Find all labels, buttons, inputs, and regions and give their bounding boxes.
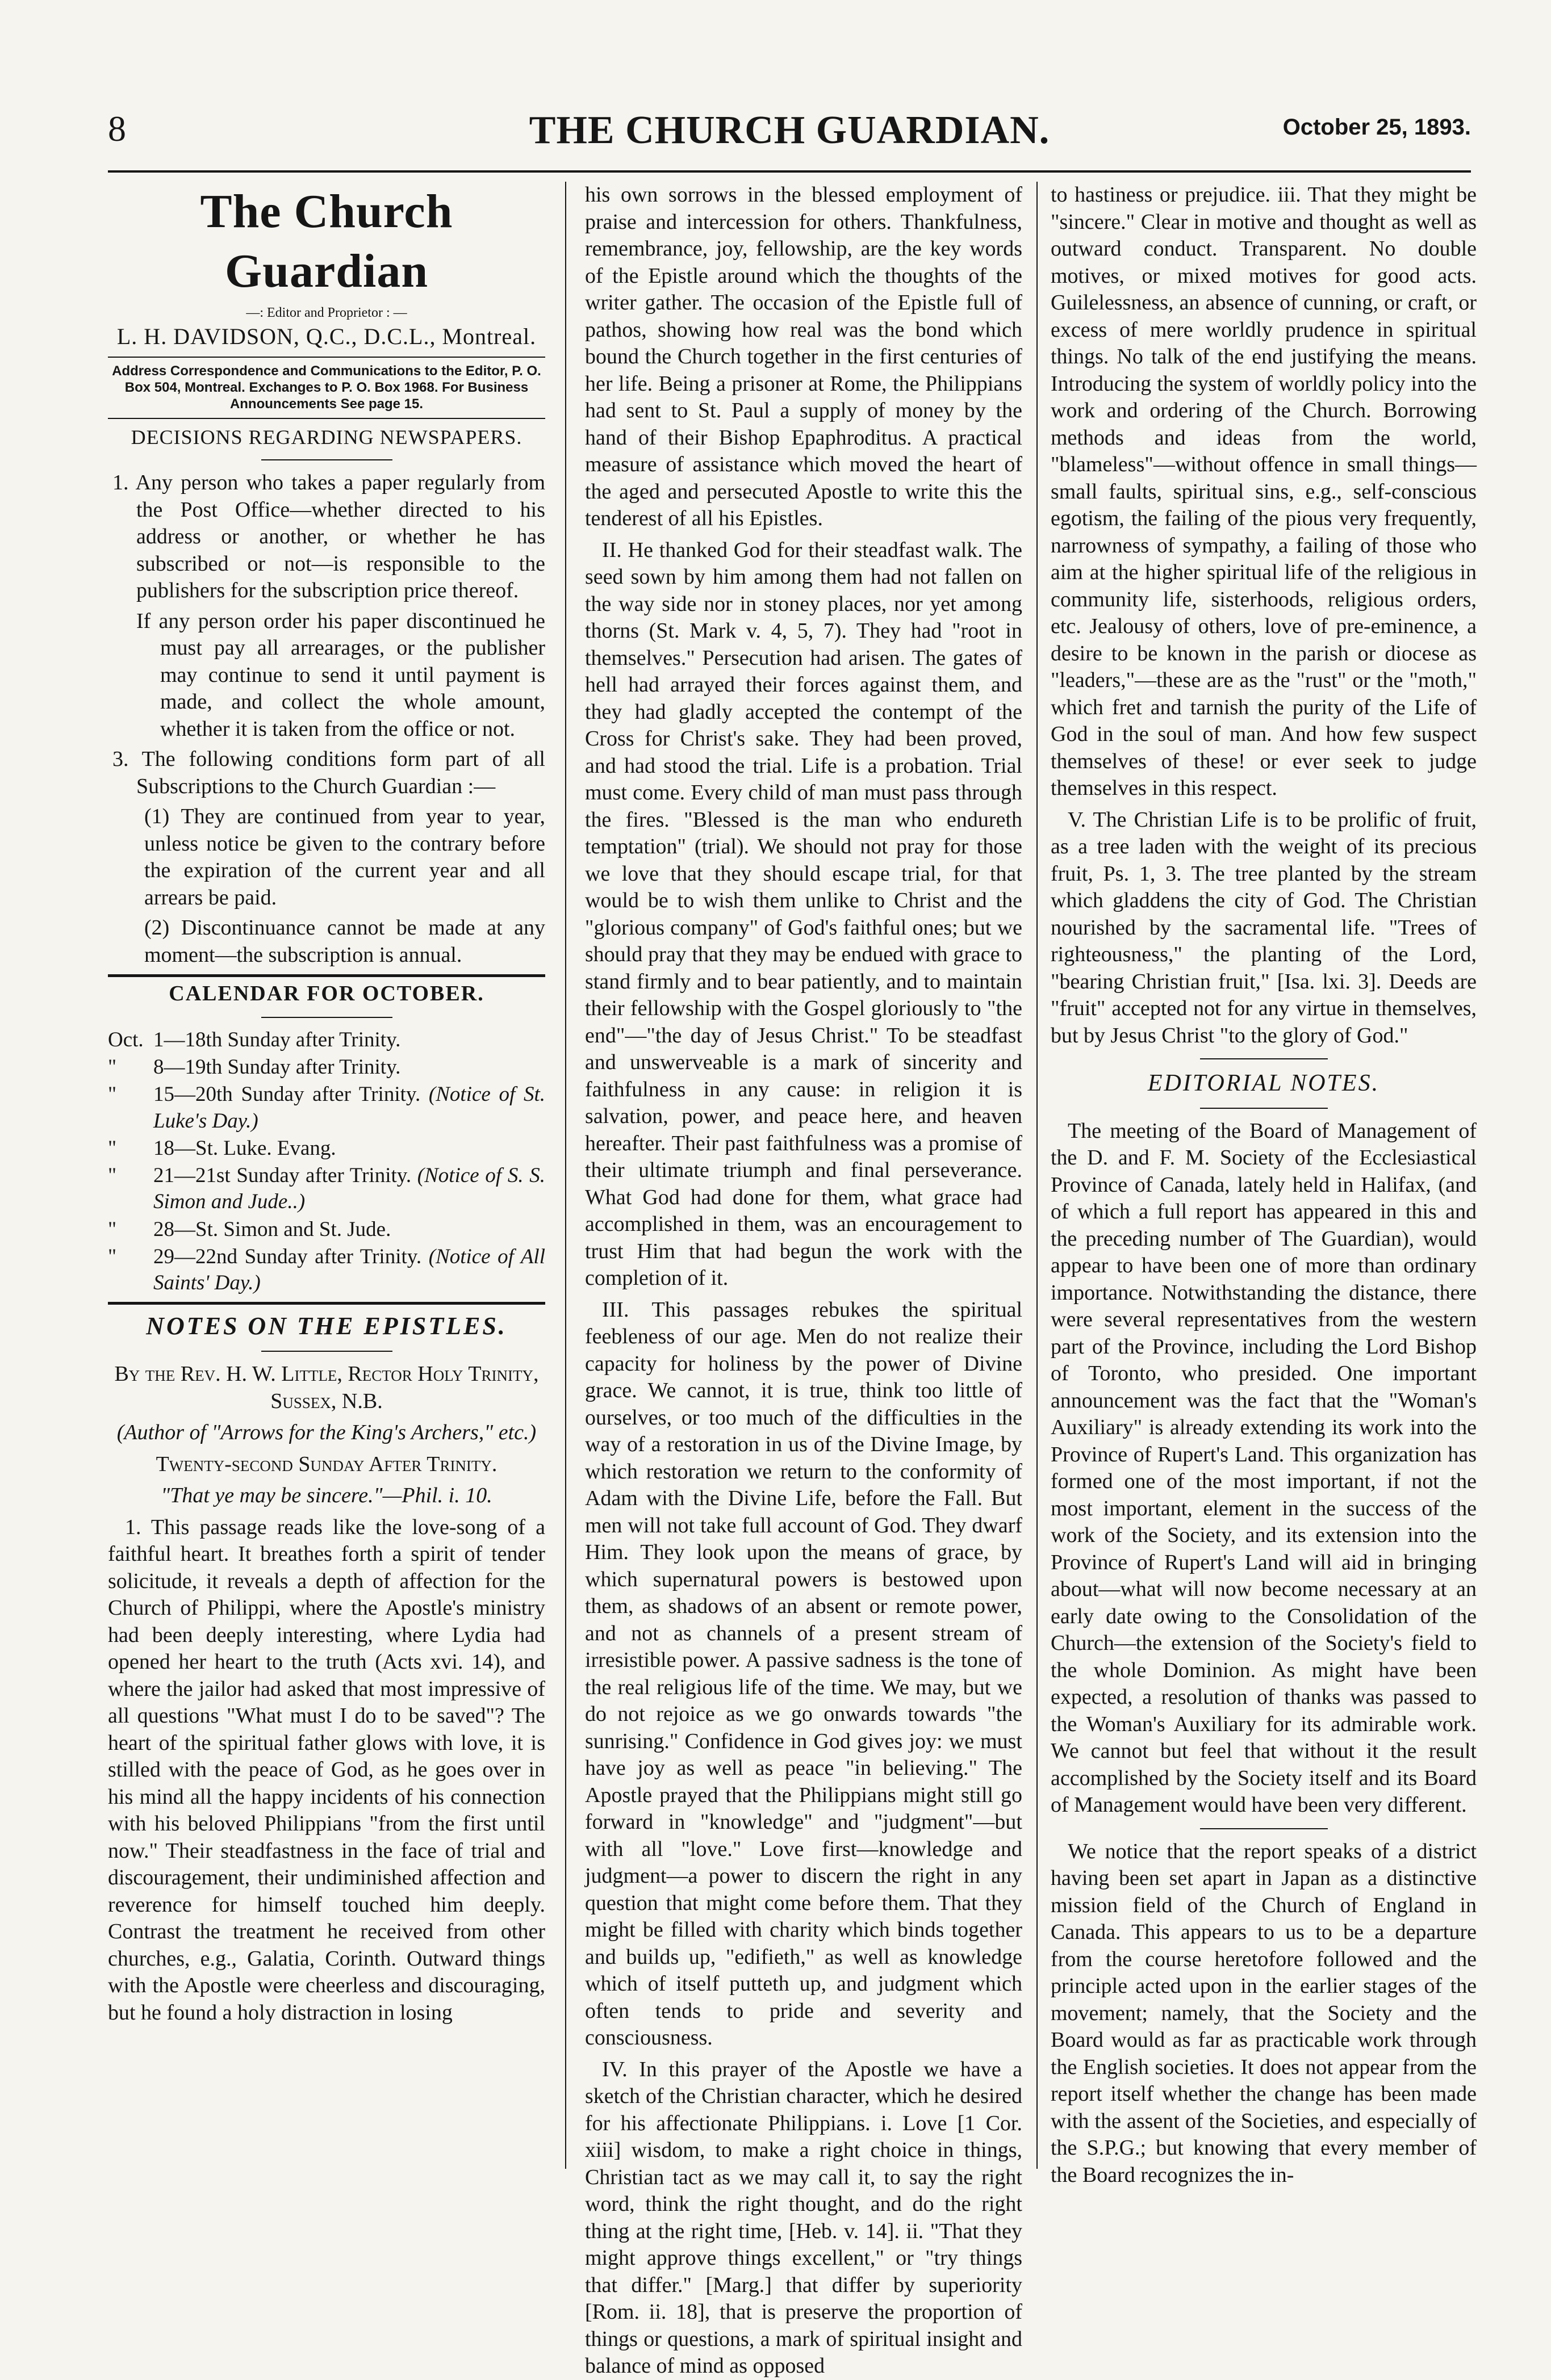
- column-2: [585, 182, 1022, 2378]
- calendar-entry: " 29—22nd Sunday after Trinity. (Notice of All Saints' Day.): [108, 1245, 545, 1295]
- calendar-entry: " 28—St. Simon and St. Jude.: [108, 1217, 391, 1241]
- divider: [108, 357, 545, 358]
- page-number: 8: [108, 108, 126, 149]
- address-notice: Address Correspondence and Communications to the Editor, P. O. Box 504, Montreal. Exchanges to P. O. Box 1968. For Business Announcements See page 15.: [112, 363, 541, 412]
- calendar-list: [108, 1027, 545, 1297]
- decision-3: 3. The following conditions form part of all Subscriptions to the Church Guardian :—: [112, 747, 545, 798]
- divider: [108, 418, 545, 419]
- sunday-title: Twenty-second Sunday After Trinity.: [156, 1452, 498, 1476]
- paper-title: The Church Guardian: [200, 185, 453, 298]
- article-paragraph: to hastiness or prejudice. iii. That they might be "sincere." Clear in motive and thought as well as outward conduct. Transparent. No double motives, or mixed motives for good acts. Guilelessness, an absence of cunning, or craft, or excess of mere worldly prudence in spiritual things. No talk of the end justifying the means. Introducing the system of worldly policy into the work and ordering of the Church. Borrowing methods and ideas from the world, "blameless"—without offence in small things—small faults, spiritual sins, e.g., self-conscious egotism, the failing of the pious very frequently, narrowness of sympathy, a failing of those who aim at the higher spiritual life of the religious in community life, sisterhoods, religious orders, etc. Jealousy of others, love of pre-eminence, a desire to be known in the parish or diocese as "leaders,"—these are as the "rust" or the "moth," which fret and tarnish the purity of the Life of God in the soul of man. And how few suspect themselves of these! or ever seek to judge themselves in this respect.: [1051, 183, 1477, 800]
- calendar-heading: CALENDAR FOR OCTOBER.: [169, 982, 484, 1006]
- calendar-entry: " 15—20th Sunday after Trinity. (Notice of St. Luke's Day.): [108, 1083, 546, 1133]
- page-header: [108, 108, 1471, 170]
- calendar-entry: " 18—St. Luke. Evang.: [108, 1136, 336, 1160]
- notes-heading: NOTES ON THE EPISTLES.: [146, 1312, 507, 1340]
- masthead: THE CHURCH GUARDIAN.: [529, 108, 1050, 152]
- editor-label: —: Editor and Proprietor : —: [246, 305, 407, 320]
- article-paragraph: 1. This passage reads like the love-song of a faithful heart. It breathes forth a spirit of tender solicitude, it reveals a depth of affection for the Church of Philippi, where the Apostle's ministry had been deeply interesting, where Lydia had opened her heart to the truth (Acts xvi. 14), and where the jailor had asked that most impressive of all questions "What must I do to be saved"? The heart of the spiritual father glows with love, it is stilled with the peace of God, as he goes over in his mind all the happy incidents of his connection with his beloved Philippians "from the first until now." Their steadfastness in the face of trial and discouragement, their undiminished affection and reverence for himself touched him deeply. Contrast the treatment he received from other churches, e.g., Galatia, Corinth. Outward things with the Apostle were cheerless and discouraging, but he found a holy distraction in losing: [108, 1515, 545, 2025]
- divider: [261, 459, 392, 460]
- editorial-heading: EDITORIAL NOTES.: [1147, 1070, 1380, 1096]
- divider: [1200, 1058, 1328, 1059]
- article-paragraph: his own sorrows in the blessed employment of praise and intercession for others. Thankfulness, remembrance, joy, fellowship, are the key words of the Epistle around which the thoughts of the writer gather. The occasion of the Epistle full of pathos, showing how real was the bond which bound the Church together in the first centuries of her life. Being a prisoner at Rome, the Philippians had sent to St. Paul a supply of money by the hand of their Bishop Epaphroditus. A practical measure of assistance which moved the heart of the aged and persecuted Apostle to write this the tenderest of all his Epistles.: [585, 183, 1022, 530]
- divider: [108, 974, 545, 977]
- divider: [1200, 1828, 1328, 1829]
- column-3: [1051, 182, 1477, 2187]
- divider: [261, 1351, 392, 1352]
- header-rule: [108, 170, 1471, 173]
- editorial-paragraph: The meeting of the Board of Management of the D. and F. M. Society of the Ecclesiastical Province of Canada, lately held in Halifax, (and of which a full report has appeared in this and the preceding number of The Guardian), would appear to have been one of more than ordinary importance. Notwithstanding the distance, there were several representatives from the western part of the Province, including the Lord Bishop of Toronto, who presided. One important announcement was the fact that the "Woman's Auxiliary" is already extending its work into the Province of Rupert's Land. This organization has formed one of the most important, if not the most important, element in the success of the work of the Society, and its extension into the Province of Rupert's Land will aid in bringing about—what will now become necessary at an early date owing to the Consolidation of the Church—the extension of the Society's field to the whole Dominion. As might have been expected, a resolution of thanks was passed to the Woman's Auxiliary for its admirable work. We cannot but feel that without it the result accomplished by the Society itself and its Board of Management would have been very different.: [1051, 1118, 1477, 1817]
- issue-date: October 25, 1893.: [1282, 115, 1471, 140]
- editorial-paragraph: We notice that the report speaks of a district having been set apart in Japan as a distinctive mission field of the Church of England in Canada. This appears to us to be a departure from the course heretofore followed and the principle acted upon in the earlier stages of the movement; namely, that the Society and the Board would as far as practicable work through the English societies. It does not appear from the report itself whether the change has been made with the assent of the Societies, and especially of the S.P.G.; but knowing that every member of the Board recognizes the in-: [1051, 1839, 1477, 2187]
- decision-2: If any person order his paper discontinued he must pay all arrearages, or the publisher may continue to send it until payment is made, and collect the whole amount, whether it is taken from the office or not.: [136, 609, 545, 741]
- column-1: [108, 182, 545, 2169]
- calendar-entry: " 21—21st Sunday after Trinity. (Notice of S. S. Simon and Jude..): [108, 1164, 546, 1214]
- decisions-heading: DECISIONS REGARDING NEWSPAPERS.: [131, 426, 522, 449]
- decision-3b: (2) Discontinuance cannot be made at any moment—the subscription is annual.: [144, 916, 545, 967]
- calendar-entry: " 8—19th Sunday after Trinity.: [108, 1055, 401, 1079]
- divider: [1200, 1108, 1328, 1109]
- article-paragraph: V. The Christian Life is to be prolific of fruit, as a tree laden with the weight of its precious fruit, Ps. 1, 3. The tree planted by the stream which gladdens the city of God. The Christian nourished by the sacramental life. "Trees of righteousness," the planting of the Lord, "bearing Christian fruit," [Isa. lxi. 3]. Deeds are "fruit" accepted not for any virtue in themselves, but by Jesus Christ "to the glory of God.": [1051, 807, 1477, 1047]
- divider: [108, 1302, 545, 1305]
- article-paragraph: III. This passages rebukes the spiritual feebleness of our age. Men do not realize their capacity for holiness by the power of Divine grace. We cannot, it is true, think too little of ourselves, or too much of the difficulties in the way of a restoration in us of the Divine Image, by which restoration we return to the conformity of Adam with the Divine Life, before the Fall. But men will not take full account of God. They dwarf Him. They look upon the means of grace, by which supernatural powers is bestowed upon them, as shadows of an absent or remote power, and not as channels of a present stream of irresistible power. A passive sadness is the tone of the real religious life of the time. We may, but we do not rejoice as we go onwards towards "the sunrising." Confidence in God gives joy: we must have joy as well as peace "in believing." The Apostle prayed that the Philippians might still go forward in "knowledge" and "judgment"—but with all "love." Love first—knowledge and judgment—a power to discern the right in any question that might come before them. That they might be filled with charity which binds together and builds up, "edifieth," as well as knowledge which of itself putteth up, and judgment which often tends to pride and severity and consciousness.: [585, 1297, 1022, 2050]
- author-note: (Author of "Arrows for the King's Archers," etc.): [116, 1421, 537, 1445]
- editor-name: L. H. DAVIDSON, Q.C., D.C.L., Montreal.: [116, 324, 537, 349]
- calendar-entry: Oct. 1—18th Sunday after Trinity.: [108, 1028, 401, 1051]
- column-rule-2: [1036, 182, 1038, 2169]
- divider: [261, 1017, 392, 1018]
- column-rule-1: [565, 182, 566, 2169]
- article-paragraph: IV. In this prayer of the Apostle we have a sketch of the Christian character, which he desired for his affectionate Philippians. i. Love [1 Cor. xiii] wisdom, to make a right choice in things, Christian tact as we may call it, to say the right word, think the right thought, and do the right thing at the right time, [Heb. v. 14]. ii. "That they might approve things excellent," or "try things that differ." [Marg.] that differ by superiority [Rom. ii. 18], that is preserve the proportion of things or questions, a mark of spiritual insight and balance of mind as opposed: [585, 2057, 1022, 2378]
- decision-3a: (1) They are continued from year to year, unless notice be given to the contrary before the expiration of the current year and all arrears be paid.: [144, 804, 545, 910]
- decision-1: 1. Any person who takes a paper regularly from the Post Office—whether directed to his address or another, or whether he has subscribed or not—is responsible to the publishers for the subscription price thereof.: [112, 471, 545, 603]
- byline: By the Rev. H. W. Little, Rector Holy Trinity, Sussex, N.B.: [114, 1362, 539, 1413]
- article-paragraph: II. He thanked God for their steadfast walk. The seed sown by him among them had not fallen on the way side nor in stoney places, nor yet among thorns (St. Mark v. 4, 5, 7). They had "root in themselves." Persecution had arisen. The gates of hell had arrayed their forces against them, and they had gladly accepted the contempt of the Cross for Christ's sake. They had been proved, and had stood the trial. Life is a probation. Trial must come. Every child of man must pass through the fires. "Blessed is the man who endureth temptation" (trial). We should not pray for those we love that they should escape trial, for that would be to wish them unlike to Christ and the "glorious company" of God's faithful ones; but we should pray that they may be endued with grace to stand firmly and to bear patiently, and to maintain their fellowship with the Gospel gloriously to "the end"—"the day of Jesus Christ." To be steadfast and unswerveable is a mark of sincerity and faithfulness in any cause: in religion it is salvation, power, and peace here, and heaven hereafter. Their past faithfulness was a promise of their ultimate triumph and final perseverance. What God had done for them, what grace had accomplished in them, was an encouragement to trust Him that had begun the work with the completion of it.: [585, 538, 1022, 1290]
- scripture-quote: "That ye may be sincere."—Phil. i. 10.: [161, 1484, 492, 1508]
